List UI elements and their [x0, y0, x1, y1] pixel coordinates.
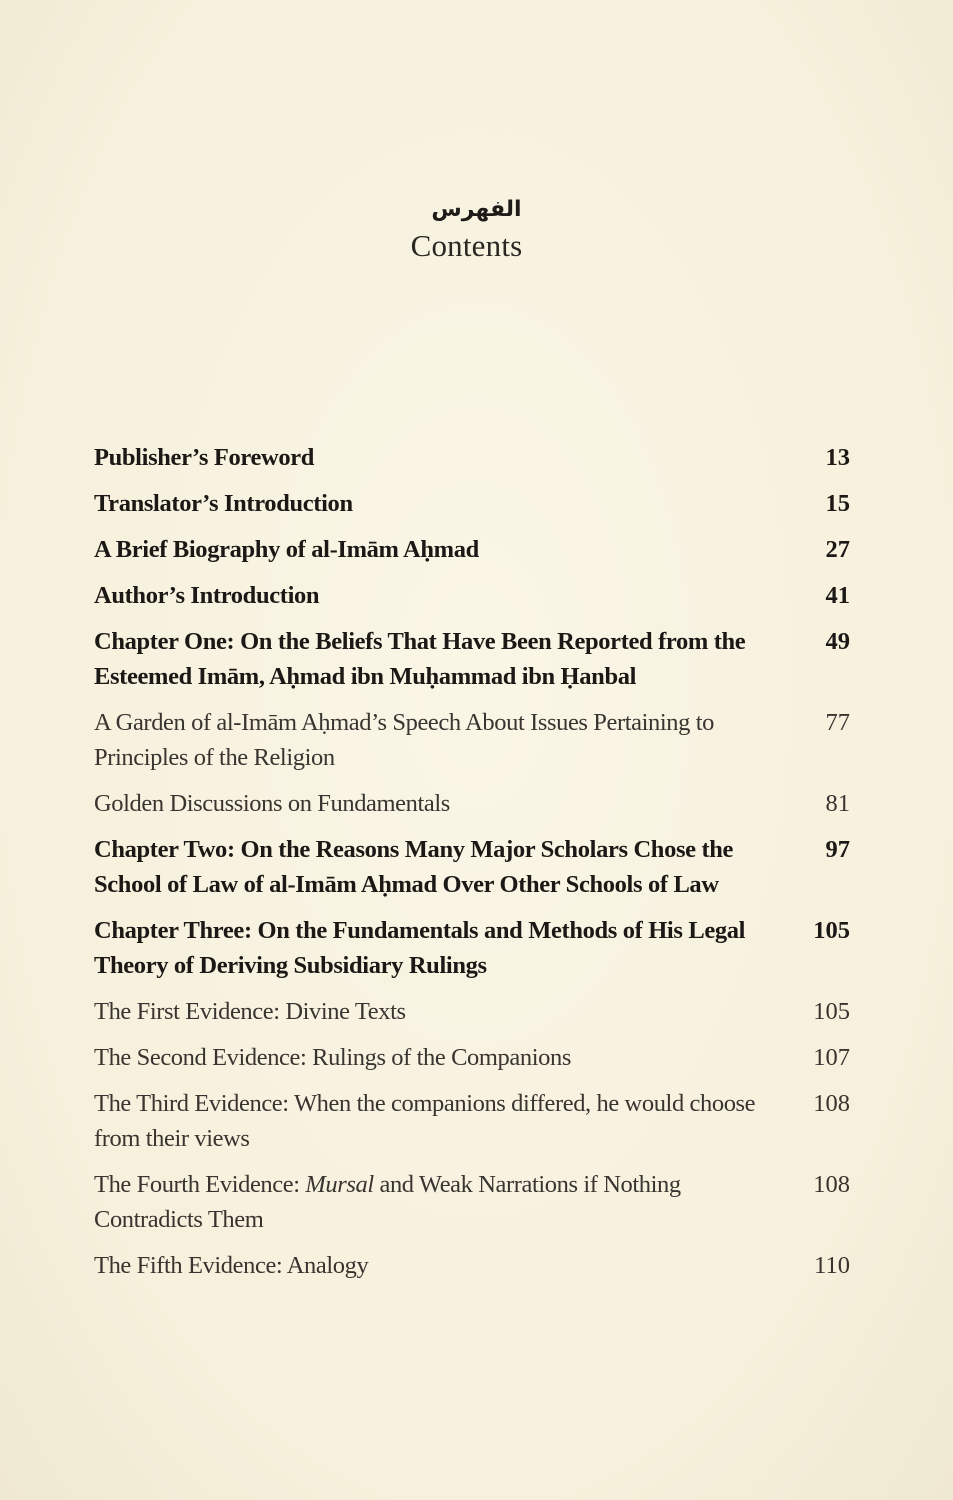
toc-entry-page: 105	[813, 917, 850, 944]
toc-entry-page: 77	[825, 709, 850, 736]
table-of-contents	[94, 440, 850, 1283]
toc-entry	[94, 705, 850, 775]
toc-entry-page: 49	[825, 628, 850, 655]
toc-entry-page: 27	[825, 536, 850, 563]
toc-entry	[94, 486, 850, 521]
toc-entry	[94, 578, 850, 613]
toc-entry-title: Chapter Three: On the Fundamentals and Methods of His Legal Theory of Deriving Subsidiary Rulings	[94, 917, 746, 979]
toc-entry-title: Golden Discussions on Fundamentals	[94, 790, 450, 817]
page-title: Contents	[410, 228, 523, 263]
toc-entry-page: 13	[825, 444, 850, 471]
toc-entry	[94, 913, 850, 983]
arabic-heading: الفهرس	[431, 197, 522, 222]
toc-entry	[94, 1167, 850, 1237]
toc-entry-title-italic: Mursal	[305, 1171, 374, 1198]
toc-entry-title: Author’s Introduction	[94, 582, 320, 609]
toc-entry-title: The Fifth Evidence: Analogy	[94, 1252, 369, 1279]
toc-entry-title: A Brief Biography of al-Imām Aḥmad	[94, 536, 479, 563]
toc-entry	[94, 1040, 850, 1075]
toc-entry-title-suffix: and Weak Narrations if Nothing Contradicts Them	[94, 1171, 681, 1233]
toc-entry	[94, 786, 850, 821]
toc-entry-page: 107	[813, 1044, 850, 1071]
toc-entry-title-prefix: The Fourth Evidence:	[94, 1171, 306, 1198]
toc-entry-page: 108	[813, 1090, 850, 1117]
toc-entry-title: Translator’s Introduction	[94, 490, 353, 517]
toc-entry-title: The Third Evidence: When the companions differed, he would choose from their views	[94, 1090, 756, 1152]
toc-entry-title: A Garden of al-Imām Aḥmad’s Speech About Issues Pertaining to Principles of the Religion	[94, 709, 714, 771]
toc-entry	[94, 832, 850, 902]
toc-entry	[94, 1248, 850, 1283]
toc-entry	[94, 1086, 850, 1156]
toc-entry	[94, 624, 850, 694]
toc-entry-title	[94, 1167, 774, 1237]
toc-entry-title: Publisher’s Foreword	[94, 444, 315, 471]
toc-entry	[94, 532, 850, 567]
toc-entry-page: 15	[825, 490, 850, 517]
toc-entry-page: 41	[825, 582, 850, 609]
toc-entry-page: 105	[813, 998, 850, 1025]
toc-entry-page: 81	[825, 790, 850, 817]
toc-entry-page: 108	[813, 1171, 850, 1198]
toc-entry-title: Chapter Two: On the Reasons Many Major Scholars Chose the School of Law of al-Imām Aḥmad Over Other Schools of Law	[94, 836, 734, 898]
toc-entry-title: The First Evidence: Divine Texts	[94, 998, 406, 1025]
toc-entry-title: The Second Evidence: Rulings of the Companions	[94, 1044, 571, 1071]
toc-entry-page: 110	[814, 1252, 850, 1279]
toc-entry	[94, 440, 850, 475]
toc-entry-title: Chapter One: On the Beliefs That Have Been Reported from the Esteemed Imām, Aḥmad ibn Muḥammad ibn Ḥanbal	[94, 628, 746, 690]
toc-entry	[94, 994, 850, 1029]
toc-entry-page: 97	[825, 836, 850, 863]
